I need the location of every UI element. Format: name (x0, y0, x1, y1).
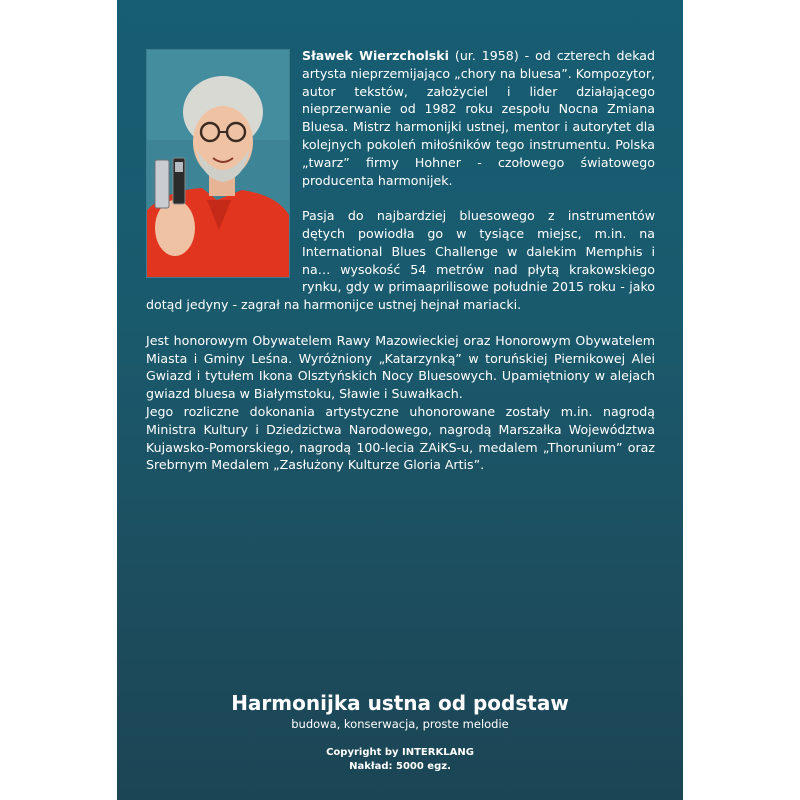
book-info (117, 690, 683, 774)
bio-paragraph-1-text: (ur. 1958) - od czterech dekad artysta nieprzemijająco „chory na bluesa”. Kompozytor, autor tekstów, założyciel i lider działającego nieprzerwanie od 1982 roku zespołu Nocna Zmiana Bluesa. Mistrz harmonijki ustnej, mentor i autorytet dla kolejnych pokoleń miłośników tego instrumentu. Polska „twarz” firmy Hohner - czołowego światowego producenta harmonijek. (302, 48, 655, 188)
author-biography (146, 47, 655, 474)
author-name: Sławek Wierzcholski (302, 48, 449, 63)
book-title: Harmonijka ustna od podstaw (231, 691, 569, 715)
bio-paragraph-2: Pasja do najbardziej bluesowego z instrumentów dętych powiodła go w tysiące miejsc, m.in. na International Blues Challenge w dalekim Memphis i na… wysokość 54 metrów nad płytą krakowskiego rynku, gdy w primaaprilisowe południe 2015 roku - jako dotąd jedyny - zagrał na harmonijce ustnej hejnał mariacki. (146, 208, 655, 313)
book-subtitle: budowa, konserwacja, proste melodie (291, 717, 509, 731)
copyright-line: Copyright by INTERKLANG (326, 747, 474, 758)
bio-paragraph-4: Jego rozliczne dokonania artystyczne uhonorowane zostały m.in. nagrodą Ministra Kultury i Dziedzictwa Narodowego, nagrodą Marszałka Województwa Kujawsko-Pomorskiego, nagrodą 100-lecia ZAiKS-u, medalem „Thorunium” oraz Srebrnym Medalem „Zasłużony Kulturze Gloria Artis”. (146, 403, 655, 473)
photo-spacer (146, 47, 302, 281)
print-run: Nakład: 5000 egz. (349, 761, 451, 772)
book-back-cover (117, 0, 683, 800)
bio-paragraph-3: Jest honorowym Obywatelem Rawy Mazowieckiej oraz Honorowym Obywatelem Miasta i Gminy Leśna. Wyróżniony „Katarzynką” w toruńskiej Piernikowej Alei Gwiazd i tytułem Ikona Olsztyńskich Nocy Bluesowych. Upamiętniony w alejach gwiazd bluesa w Białymstoku, Sławie i Suwałkach. (146, 332, 655, 402)
